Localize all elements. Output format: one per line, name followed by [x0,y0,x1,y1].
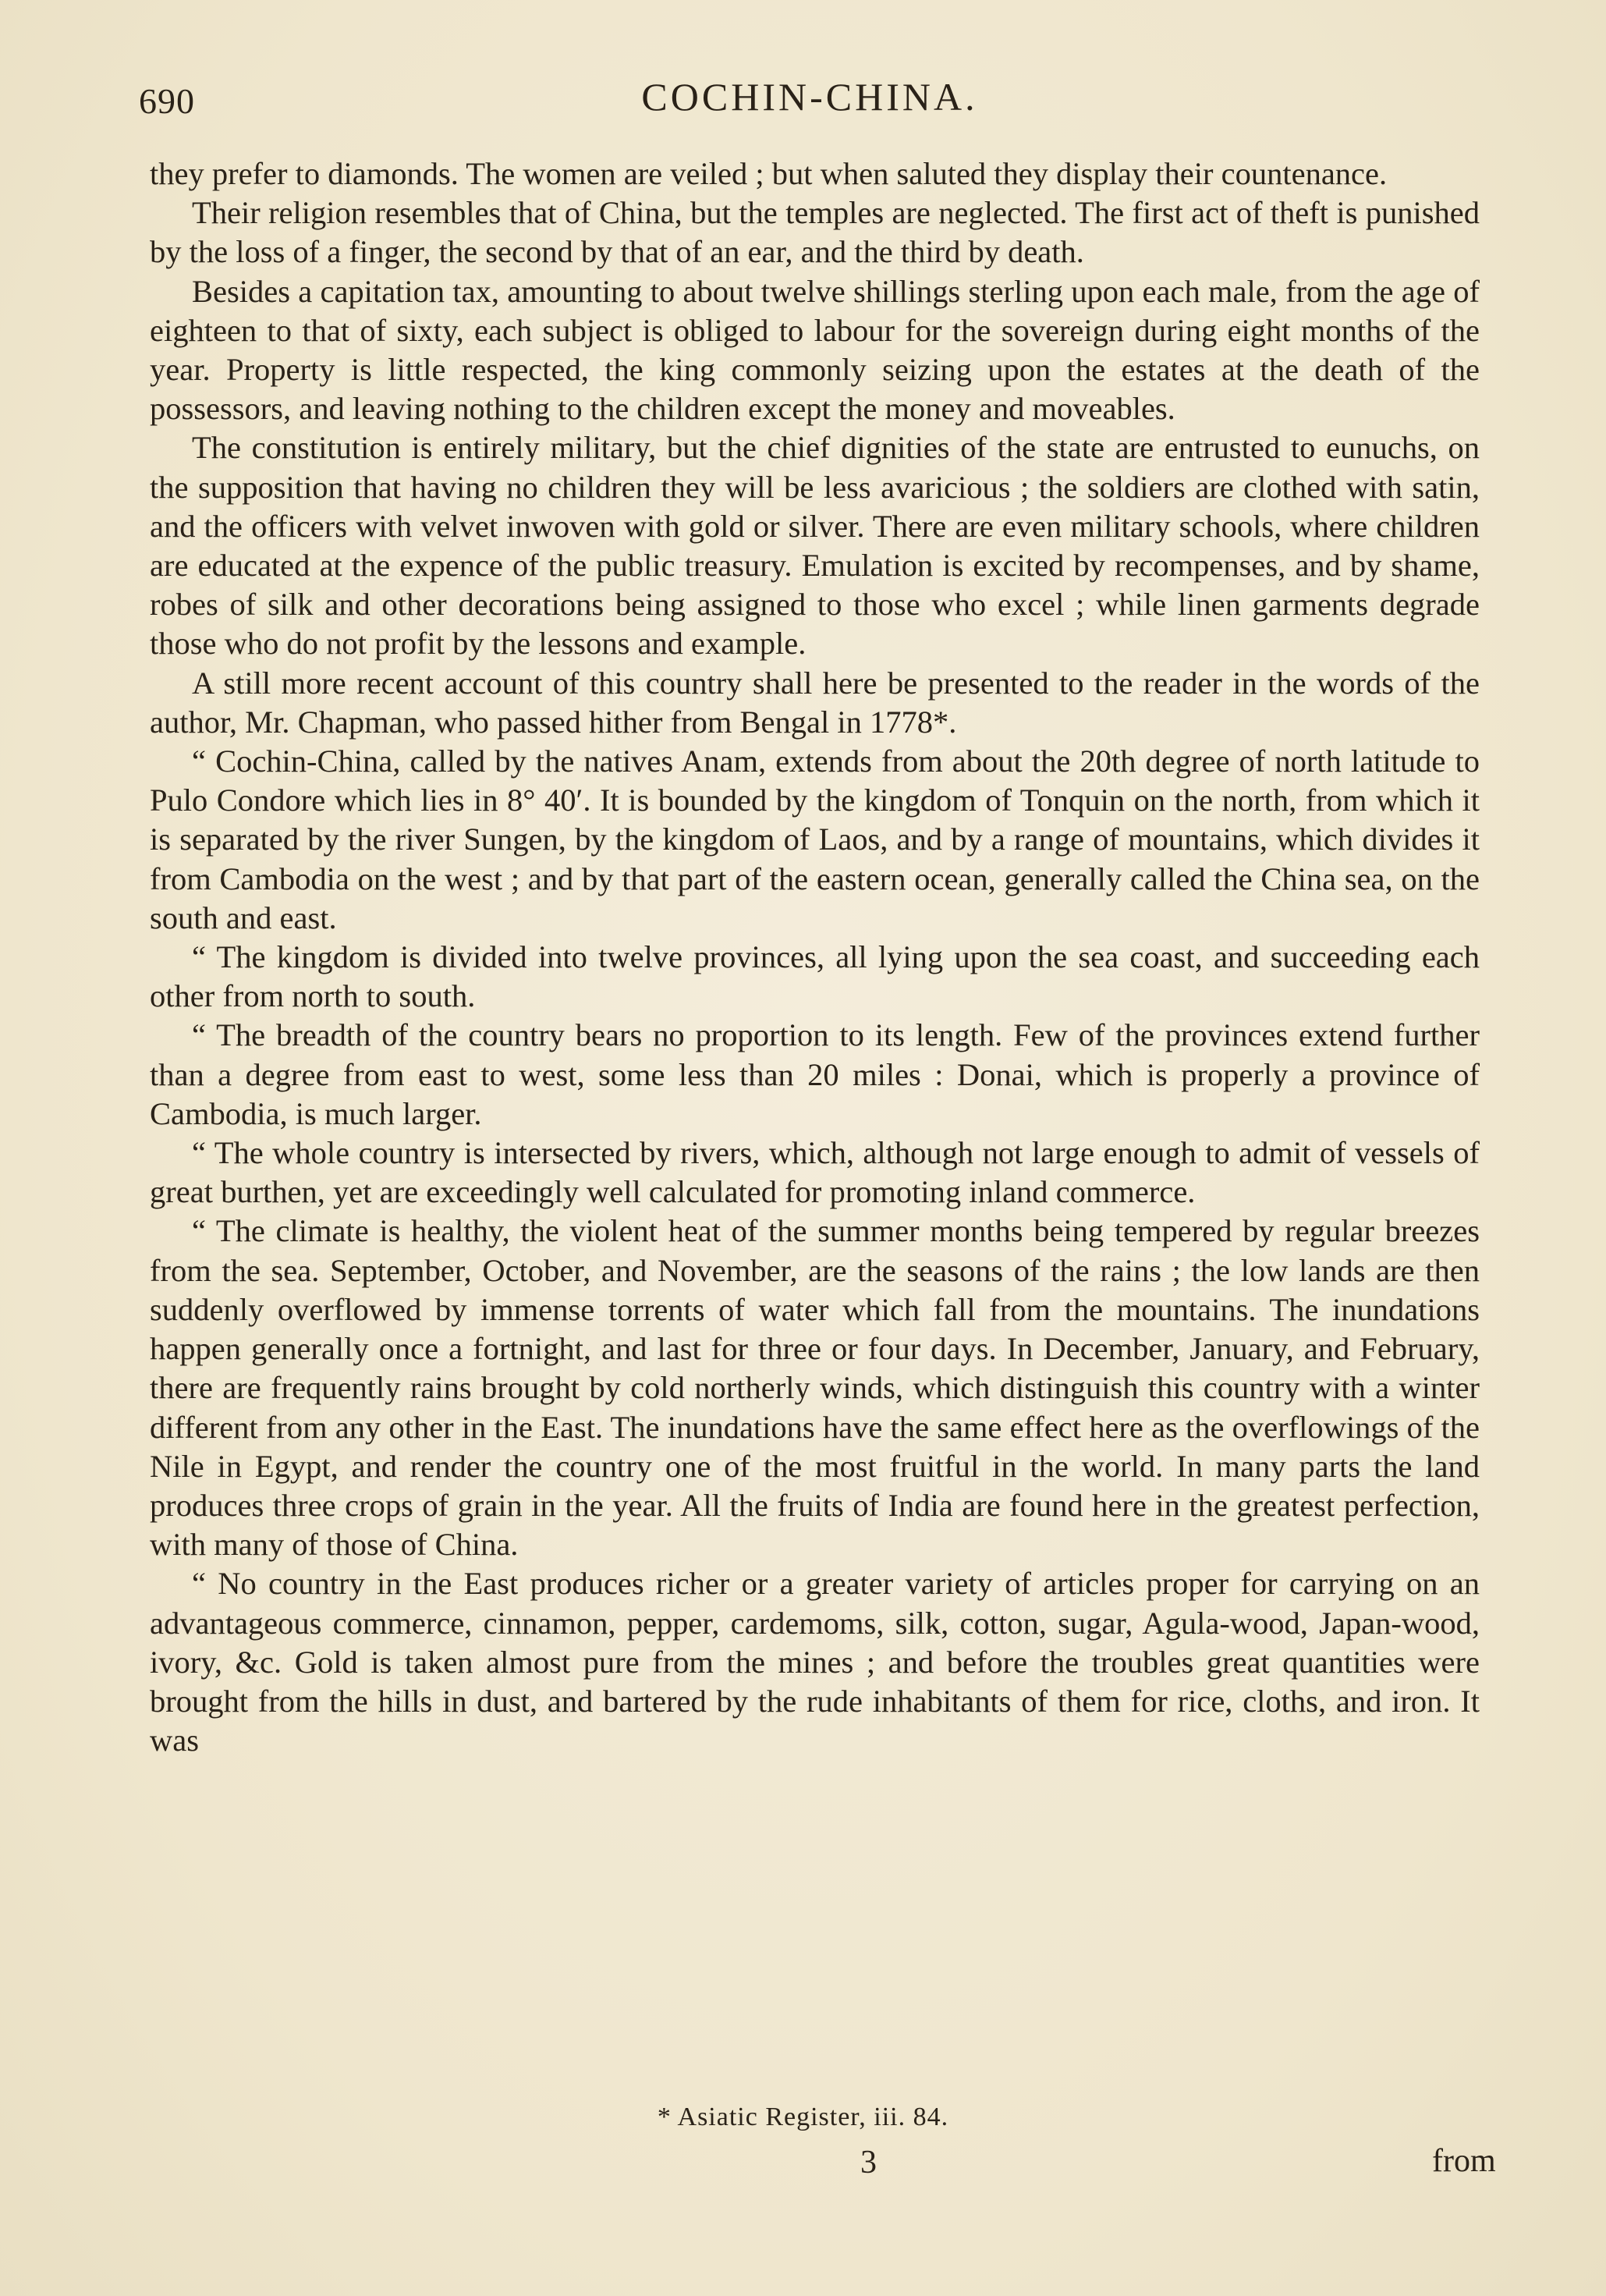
paragraph: A still more recent account of this country shall here be presented to the reader in the words of the author, Mr. Chapman, who passed hither from Bengal in 1778*. [150,665,1480,740]
paragraph: “ The breadth of the country bears no proportion to its length. Few of the provinces extend further than a degree from east to west, some less than 20 miles : Donai, which is properly a province of Cambodia, is much larger. [150,1017,1480,1131]
signature-mark: 3 [860,2145,877,2181]
paragraph: “ The kingdom is divided into twelve provinces, all lying upon the sea coast, and succeeding each other from north to south. [150,939,1480,1014]
paragraph: “ Cochin-China, called by the natives Anam, extends from about the 20th degree of north latitude to Pulo Condore which lies in 8° 40′. It is bounded by the kingdom of Tonquin on the north, from which it is separated by the river Sungen, by the kingdom of Laos, and by a range of mountains, which divides it from Cambodia on the west ; and by that part of the eastern ocean, generally called the China sea, on the south and east. [150,743,1480,935]
running-title: COCHIN-CHINA. [641,75,978,119]
body-text [150,154,1480,1760]
paragraph: “ The climate is healthy, the violent heat of the summer months being tempered by regular breezes from the sea. September, October, and November, are the seasons of the rains ; the low lands are then suddenly overflowed by immense torrents of water which fall from the mountains. The inundations happen generally once a fortnight, and last for three or four days. In December, January, and February, there are frequently rains brought by cold northerly winds, which distinguish this country with a winter different from any other in the East. The inundations have the same effect here as the overflowings of the Nile in Egypt, and render the country one of the most fruitful in the world. In many parts the land produces three crops of grain in the year. All the fruits of India are found here in the greatest perfection, with many of those of China. [150,1213,1480,1563]
catchword: from [1432,2143,1496,2179]
paragraph: “ The whole country is intersected by rivers, which, although not large enough to admit of vessels of great burthen, yet are exceedingly well calculated for promoting inland commerce. [150,1135,1480,1210]
paragraph: The constitution is entirely military, but the chief dignities of the state are entrusted to eunuchs, on the supposition that having no children they will be less avaricious ; the soldiers are clothed with satin, and the officers with velvet inwoven with gold or silver. There are even military schools, where children are educated at the expence of the public treasury. Emulation is excited by recompenses, and by shame, robes of silk and other decorations being assigned to those who excel ; while linen garments degrade those who do not profit by the lessons and example. [150,430,1480,662]
paragraph: they prefer to diamonds. The women are veiled ; but when saluted they display their countenance. [150,156,1388,191]
page-header [139,74,1480,129]
paragraph: Their religion resembles that of China, but the temples are neglected. The first act of theft is punished by the loss of a finger, the second by that of an ear, and the third by death. [150,195,1480,270]
footnote: * Asiatic Register, iii. 84. [657,2103,949,2131]
paragraph: “ No country in the East produces richer or a greater variety of articles proper for carrying on an advantageous commerce, cinnamon, pepper, cardemoms, silk, cotton, sugar, Agula-wood, Japan-wood, ivory, &c. Gold is taken almost pure from the mines ; and before the troubles great quantities were brought from the hills in dust, and bartered by the rude inhabitants of them for rice, cloths, and iron. It was [150,1566,1480,1758]
page-number: 690 [139,81,195,121]
paragraph: Besides a capitation tax, amounting to about twelve shillings sterling upon each male, from the age of eighteen to that of sixty, each subject is obliged to labour for the sovereign during eight months of the year. Property is little respected, the king commonly seizing upon the estates at the death of the possessors, and leaving nothing to the children except the money and moveables. [150,273,1480,427]
